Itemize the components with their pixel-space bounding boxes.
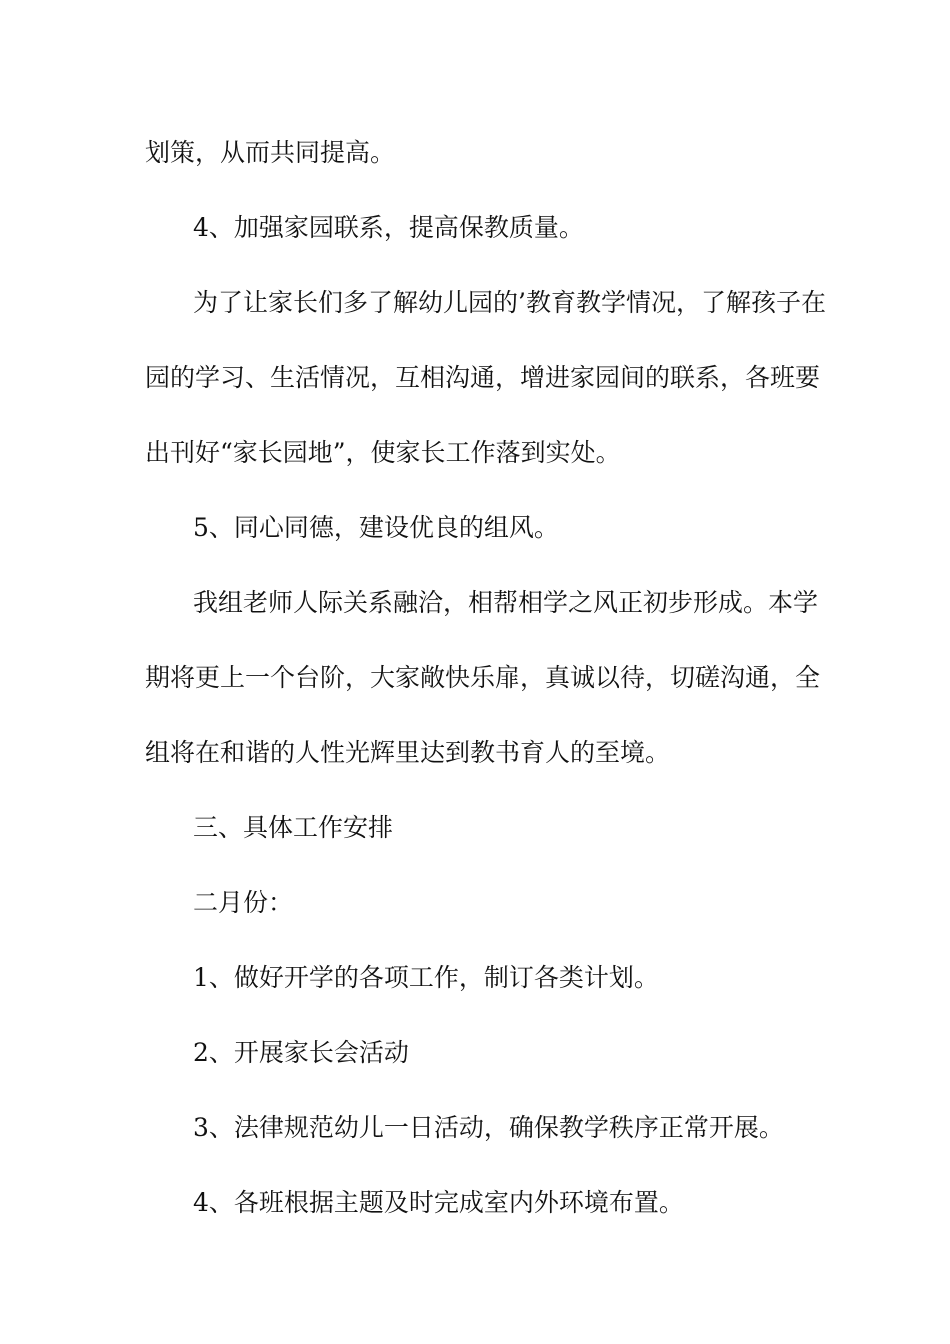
section-item-heading: 5、同心同德，建设优良的组风。 [193,513,559,542]
section-heading: 三、具体工作安排 [193,813,394,842]
paragraph-line: 为了让家长们多了解幼儿园的’教育教学情况，了解孩子在 [193,288,826,317]
paragraph-line: 园的学习、生活情况，互相沟通，增进家园间的联系，各班要 [145,363,821,392]
text-line: 划策，从而共同提高。 [145,138,396,167]
list-item: 1、做好开学的各项工作，制订各类计划。 [193,963,659,992]
paragraph-line: 期将更上一个台阶，大家敞快乐扉，真诚以待，切磋沟通，全 [145,663,821,692]
paragraph-line: 组将在和谐的人性光辉里达到教书育人的至境。 [145,738,671,767]
list-item: 4、各班根据主题及时完成室内外环境布置。 [193,1188,684,1217]
list-item: 2、开展家长会活动 [193,1038,409,1067]
section-item-heading: 4、加强家园联系，提高保教质量。 [193,213,584,242]
paragraph-line: 出刊好“家长园地”，使家长工作落到实处。 [145,438,621,467]
month-heading: 二月份： [193,888,294,917]
paragraph-line: 我组老师人际关系融洽，相帮相学之风正初步形成。本学 [193,588,819,617]
list-item: 3、法律规范幼儿一日活动，确保教学秩序正常开展。 [193,1113,784,1142]
